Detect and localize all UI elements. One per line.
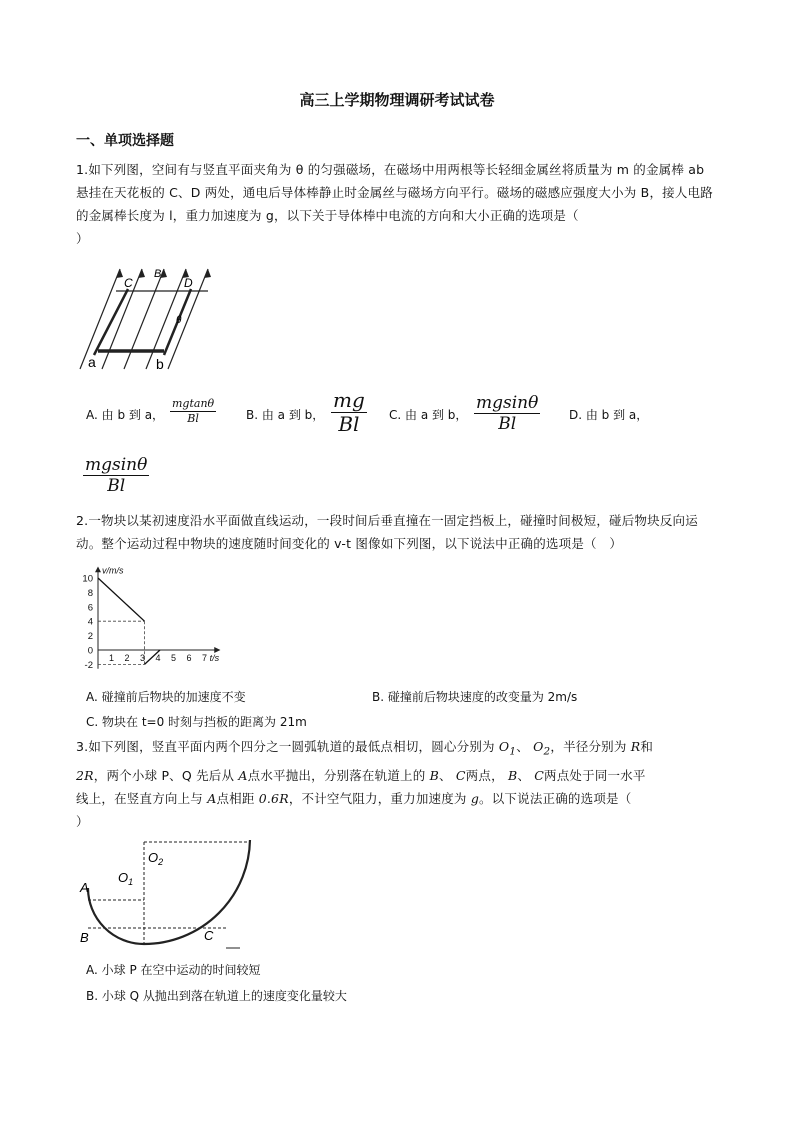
fraction-numerator: mg [333, 388, 365, 412]
q1-option-d-formula [83, 455, 149, 496]
fig-label-a: a [88, 354, 96, 370]
q1-option-c: C. 由 a 到 b， [389, 408, 468, 422]
y-axis-arrow [95, 566, 101, 572]
q3-text-part: 线上，在竖直方向上与 [76, 790, 204, 806]
q3-text-part: 和 [640, 739, 654, 754]
section-heading: 一、单项选择题 [76, 133, 174, 149]
q1-option-b: B. 由 a 到 b， [246, 408, 325, 422]
q3-text-part: 3.如下列图，竖直平面内两个四分之一圆弧轨道的最低点相切，圆心分别为 [76, 739, 495, 754]
q3-text-part: 点相距 [216, 790, 255, 806]
q3-symbol-b: B [507, 767, 518, 783]
q3-distance: 0.6R [258, 790, 289, 806]
q2-option-b: B. 碰撞前后物块速度的改变量为 2m/s [372, 690, 578, 704]
vt-series-line-1 [98, 578, 145, 621]
q3-separator: 、 [516, 739, 529, 754]
fraction-denominator: Bl [338, 412, 360, 436]
y-tick-label: 2 [87, 631, 93, 643]
q3-symbol-r: R [630, 739, 641, 754]
fraction-denominator: Bl [187, 412, 199, 425]
question-3-text [76, 735, 720, 833]
fraction-denominator: Bl [107, 476, 126, 496]
q3-symbol-c: C [534, 767, 545, 783]
small-arc [88, 888, 144, 944]
symbol-subscript: 1 [509, 745, 517, 758]
fig-label-c: C [204, 928, 214, 943]
q1-option-b-formula [331, 389, 367, 436]
fig-label-o2: $O_2$ [148, 850, 164, 867]
arrow-head [116, 269, 123, 278]
q3-close-paren: ） [76, 813, 89, 829]
q3-text-part: ，两个小球 P、Q 先后从 [93, 767, 235, 783]
symbol-subscript: 2 [543, 745, 551, 758]
q3-symbol-2r: 2R [76, 767, 94, 783]
q1-option-d: D. 由 b 到 a， [569, 408, 649, 422]
symbol-o: O [498, 739, 510, 754]
q2-vt-chart [76, 560, 236, 674]
x-tick-label: 2 [124, 653, 130, 663]
q3-symbol-b: B [429, 767, 440, 783]
page-title: 高三上学期物理调研考试试卷 [299, 91, 495, 109]
q1-stem: 1.如下列图，空间有与竖直平面夹角为 θ 的匀强磁场，在磁场中用两根等长轻细金属丝将质量为 m 的金属棒 ab 悬挂在天花板的 C、D 两处，通电后导体棒静止时金属丝与磁场方向平行。磁场的磁感应强度大小为 B，接人电路的金属棒长度为 l，重力加速度为 g，以下关于导体棒中电流的方向和大小正确的选项是（ [76, 162, 713, 223]
fig-label-b: b [156, 356, 164, 372]
q3-text-part: 。以下说法正确的选项是（ [479, 790, 632, 806]
question-1-text [76, 158, 720, 250]
fraction-numerator: mgsinθ [85, 455, 148, 475]
x-tick-label: 4 [155, 653, 161, 663]
q1-magnetic-field-figure [76, 265, 216, 375]
fig-label-B: B [154, 268, 162, 280]
q3-symbol-a: A [207, 790, 217, 806]
field-line [102, 269, 142, 369]
y-tick-label: 6 [87, 602, 93, 614]
y-tick-label: 0 [87, 645, 93, 657]
x-tick-label: 7 [201, 653, 208, 663]
fig-label-C: C [124, 276, 133, 290]
x-tick-label: 3 [139, 653, 146, 663]
q3-text-part: 点水平抛出，分别落在轨道上的 [247, 767, 426, 783]
fig-label-o1: $O_1$ [118, 870, 134, 887]
q2-option-c: C. 物块在 t=0 时刻与挡板的距离为 21m [86, 715, 307, 729]
arrow-head [204, 269, 211, 278]
fig-label-a: A [80, 880, 89, 895]
q3-text-part: ，不计空气阻力，重力加速度为 [288, 790, 467, 806]
fraction-numerator: mgtanθ [172, 397, 215, 410]
q3-symbol-g: g [470, 790, 480, 806]
y-axis-label: v/m/s [102, 565, 124, 576]
fraction-denominator: Bl [498, 414, 517, 434]
arrow-head [138, 269, 145, 278]
q3-option-a: A. 小球 P 在空中运动的时间较短 [86, 963, 261, 977]
q3-symbol-o2 [533, 739, 551, 758]
fraction-numerator: mgsinθ [476, 393, 539, 413]
fig-label-D: D [184, 276, 193, 290]
q3-symbol-a: A [238, 767, 248, 783]
q3-arc-track-figure [76, 840, 256, 954]
question-2-text: 2.一物块以某初速度沿水平面做直线运动，一段时间后垂直撞在一固定挡板上，碰撞时间极短，碰后物块反向运动。整个运动过程中物块的速度随时间变化的 v-t 图像如下列图，以下说法中正确的选项是（ ） [76, 513, 698, 551]
q1-close-paren: ） [76, 231, 89, 246]
x-tick-label: 5 [170, 653, 177, 663]
x-tick-label: 6 [186, 653, 192, 663]
q3-text-part: 两点， [465, 767, 504, 783]
symbol-o: O [533, 739, 544, 754]
q3-text-part: ，半径分别为 [550, 739, 627, 754]
q3-text-part: 两点处于同一水平 [544, 767, 646, 783]
q2-option-a: A. 碰撞前后物块的加速度不变 [86, 690, 246, 704]
q1-option-a-formula [170, 397, 216, 426]
q3-symbol-o1 [498, 739, 517, 758]
q3-symbol-c: C [455, 767, 466, 783]
fig-label-b: B [80, 930, 89, 945]
x-tick-label: 1 [108, 653, 115, 663]
y-tick-label: 8 [87, 587, 93, 599]
fig-label-theta: θ [176, 315, 182, 326]
field-line [80, 269, 120, 369]
y-tick-label: 4 [87, 616, 93, 628]
q3-separator: 、 [517, 767, 531, 783]
q3-option-b: B. 小球 Q 从抛出到落在轨道上的速度变化量较大 [86, 989, 347, 1003]
y-tick-label: 10 [82, 573, 93, 585]
q1-option-a: A. 由 b 到 a， [86, 408, 165, 422]
y-tick-label: -2 [84, 659, 93, 671]
x-axis-label: t/s [209, 653, 220, 663]
q3-separator: 、 [439, 767, 452, 783]
q1-option-c-formula [474, 393, 540, 434]
